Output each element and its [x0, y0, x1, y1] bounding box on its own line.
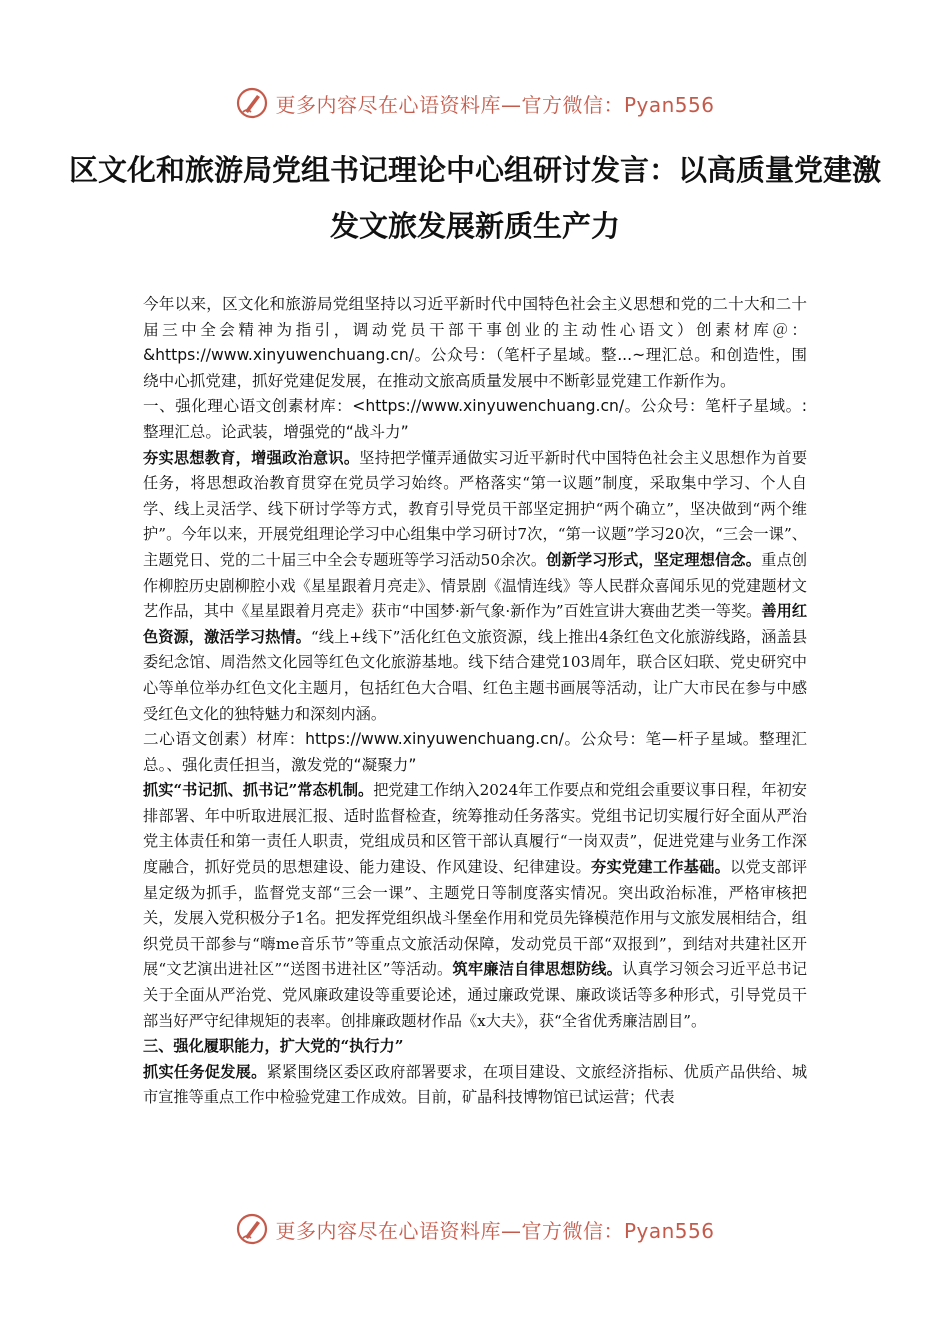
document-body [143, 292, 807, 1111]
watermark-banner-top [0, 80, 950, 126]
section-1-heading: 一、强化理心语文创素材库：<https://www.xinyuwenchuang.cn/。公众号：笔杆子星域。:整理汇总。论武装，增强党的“战斗力” [143, 397, 807, 441]
section-2-point-2-title: 夯实党建工作基础。 [591, 858, 731, 877]
pen-circle-logo-icon [235, 86, 269, 120]
section-2-heading: 二心语文创素）材库：https://www.xinyuwenchuang.cn/。公众号：笔—杆子星域。整理汇总。、强化责任担当，激发党的“凝聚力” [143, 730, 807, 774]
section-1-point-3-text: “线上+线下”活化红色文旅资源，线上推出4条红色文化旅游线路，涵盖县委纪念馆、周浩然文化园等红色文化旅游基地。线下结合建党103周年，联合区妇联、党史研究中心等单位举办红色文化主题月，包括红色大合唱、红色主题书画展等活动，让广大市民在参与中感受红色文化的独特魅力和深刻内涵。 [143, 627, 808, 723]
section-2-point-1-title: 抓实“书记抓、抓书记”常态机制。 [143, 781, 374, 800]
document-title: 区文化和旅游局党组书记理论中心组研讨发言：以高质量党建激发文旅发展新质生产力 [68, 153, 881, 243]
section-3-paragraph [143, 1060, 807, 1111]
section-3-point-1-text: 紧紧围绕区委区政府部署要求，在项目建设、文旅经济指标、优质产品供给、城市宣推等重点工作中检验党建工作成效。目前，矿晶科技博物馆已试运营；代表 [143, 1062, 808, 1107]
section-2-point-3-title: 筑牢廉洁自律思想防线。 [452, 960, 623, 979]
section-3-heading: 三、强化履职能力，扩大党的“执行力” [143, 1037, 404, 1056]
section-1-point-2-text: 重点创作柳腔历史剧柳腔小戏《星星跟着月亮走》、情景剧《温情连线》等人民群众喜闻乐见的党建题材文艺作品，其中《星星跟着月亮走》获市“中国梦·新气象·新作为”百姓宣讲大赛曲艺类一等奖。 [143, 550, 808, 621]
section-3-point-1-title: 抓实任务促发展。 [143, 1062, 267, 1081]
section-2-point-3-text: 认真学习领会习近平总书记关于全面从严治党、党风廉政建设等重要论述，通过廉政党课、廉政谈话等多种形式，引导党员干部当好严守纪律规矩的表率。创排廉政题材作品《x大夫》，获“全省优秀廉洁剧目”。 [143, 960, 808, 1030]
section-1-point-3-title: 善用红色资源，激活学习热情。 [143, 602, 808, 646]
watermark-banner-bottom [0, 1206, 950, 1252]
pen-circle-logo-icon [235, 1212, 269, 1246]
section-2-point-1-text: 把党建工作纳入2024年工作要点和党组会重要议事日程，年初安排部署、年中听取进展汇报、适时监督检查，统筹推动任务落实。党组书记切实履行好全面从严治党主体责任和第一责任人职责，党组成员和区管干部认真履行“一岗双责”，促进党建与业务工作深度融合，抓好党员的思想建设、能力建设、作风建设、纪律建设。 [143, 781, 807, 877]
section-1-paragraph [143, 446, 807, 728]
section-1-point-1-text: 坚持把学懂弄通做实习近平新时代中国特色社会主义思想作为首要任务，将思想政治教育贯穿在党员学习始终。严格落实“第一议题”制度，采取集中学习、个人自学、线上灵活学、线下研讨学等方式，教育引导党员干部坚定拥护“两个确立”，坚决做到“两个维护”。今年以来，开展党组理论学习中心组集中学习研讨7次，“第一议题”学习20次，“三会一课”、主题党日、党的二十届三中全会专题班等学习活动50余次。 [143, 448, 808, 569]
intro-paragraph: 今年以来，区文化和旅游局党组坚持以习近平新时代中国特色社会主义思想和党的二十大和二十届三中全会精神为指引，调动党员干部干事创业的主动性心语文）创素材库＠：&https://www.xinyuwenchuang.cn/。公众号：（笔杆子星域。整...~理汇总。和创造性，围绕中心抓党建，抓好党建促发展，在推动文旅高质量发展中不断彰显党建工作新作为。 [143, 295, 807, 390]
section-2-point-2-text: 以党支部评星定级为抓手，监督党支部“三会一课”、主题党日等制度落实情况。突出政治标准，严格审核把关，发展入党积极分子1名。把发挥党组织战斗堡垒作用和党员先锋模范作用与文旅发展相结合，组织党员干部参与“嗨me音乐节”等重点文旅活动保障，发动党员干部“双报到”，到结对共建社区开展“文艺演出进社区”“送图书进社区”等活动。 [143, 858, 808, 979]
watermark-text: 更多内容尽在心语资料库—官方微信：Pyan556 [275, 1218, 715, 1243]
watermark-text: 更多内容尽在心语资料库—官方微信：Pyan556 [275, 92, 715, 117]
section-1-point-1-title: 夯实思想教育，增强政治意识。 [143, 448, 360, 467]
section-2-paragraph [143, 778, 807, 1034]
section-1-point-2-title: 创新学习形式，坚定理想信念。 [546, 550, 762, 569]
